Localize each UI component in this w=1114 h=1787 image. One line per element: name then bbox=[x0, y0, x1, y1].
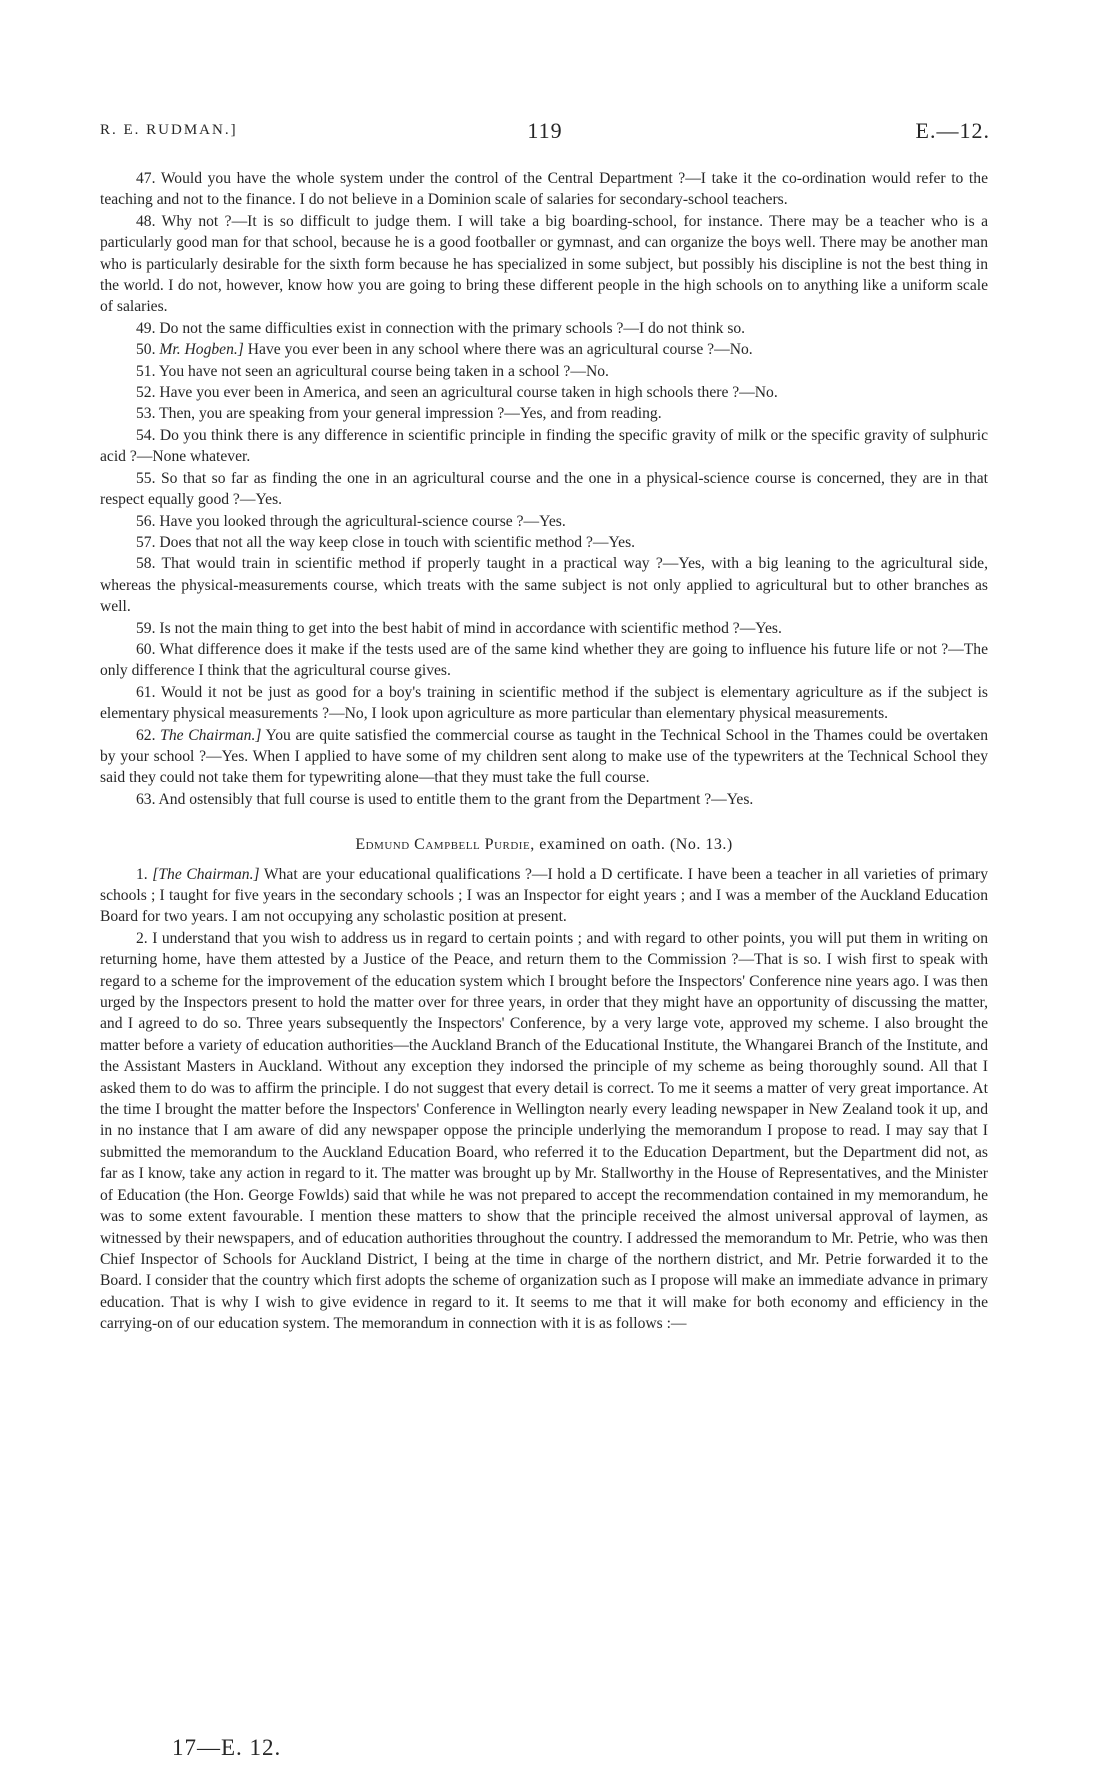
question-paragraph bbox=[100, 425, 988, 468]
question-text: That would train in scientific method if properly taught in a practical way ?—Yes, with a big leaning to the agricultural side, whereas the physical-measurements course, which treats with the same subject is not only applied to agricultural but to other branches as well. bbox=[100, 555, 988, 616]
question-text: Have you ever been in any school where there was an agricultural course ?—No. bbox=[247, 341, 753, 359]
witness-heading bbox=[100, 834, 988, 855]
question-number: 49. bbox=[136, 319, 156, 337]
question-paragraph bbox=[100, 403, 988, 424]
question-paragraph bbox=[100, 511, 988, 532]
question-number: 51. bbox=[136, 362, 156, 380]
question-paragraph bbox=[100, 639, 988, 682]
question-text: You are quite satisfied the commercial course as taught in the Technical School in the Thames could be overtaken by your school ?—Yes. When I applied to have some of my children sent along to make use of the typewriters at the Technical School they said they could not take them for typewriting alone—that they must take the full course. bbox=[100, 726, 988, 787]
question-paragraph bbox=[100, 532, 988, 553]
question-number: 50. bbox=[136, 341, 156, 359]
question-number: 47. bbox=[136, 170, 156, 187]
page-number: 119 bbox=[527, 118, 563, 143]
examination-block-2 bbox=[100, 864, 988, 1335]
question-paragraph bbox=[100, 553, 988, 617]
question-number: 59. bbox=[136, 619, 156, 637]
question-number: 62. bbox=[136, 726, 156, 744]
question-paragraph bbox=[100, 789, 988, 810]
speaker-name: [The Chairman.] bbox=[152, 865, 260, 883]
question-number: 54. bbox=[136, 426, 156, 444]
question-paragraph bbox=[100, 618, 988, 639]
question-text: Why not ?—It is so difficult to judge them. I will take a big boarding-school, for instance. There may be a teacher who is a particularly good man for that school, because he is a good footballer or gymnast, and can organize the boys well. There may be another man who is particularly desirable for the sixth form because he has specialized in some subject, but possibly his discipline is not the best thing in the world. I do not, however, know how you are going to bring these different people in the high schools on to anything like a uniform scale of salaries. bbox=[100, 212, 988, 316]
question-number: 58. bbox=[136, 555, 156, 573]
question-text: Have you looked through the agricultural-science course ?—Yes. bbox=[159, 512, 566, 530]
question-paragraph bbox=[100, 168, 988, 211]
speaker-name: Mr. Hogben.] bbox=[159, 341, 244, 359]
question-text: So that so far as finding the one in an agricultural course and the one in a physical-science course is concerned, they are in that respect equally good ?—Yes. bbox=[100, 469, 988, 509]
witness-number: (No. 13.) bbox=[669, 836, 733, 854]
examination-block-1 bbox=[100, 168, 988, 810]
question-text: Would it not be just as good for a boy's training in scientific method if the subject is elementary agriculture as if the subject is elementary physical measurements ?—No, I look upon agriculture as more particular than elementary physical measurements. bbox=[100, 683, 988, 723]
question-number: 61. bbox=[136, 683, 156, 701]
question-text: Then, you are speaking from your general impression ?—Yes, and from reading. bbox=[159, 405, 662, 423]
page-header bbox=[100, 118, 990, 148]
question-number: 63. bbox=[136, 790, 156, 808]
question-number: 56. bbox=[136, 512, 156, 530]
question-text: Would you have the whole system under the control of the Central Department ?—I take it the co-ordination would refer to the teaching and not to the finance. I do not believe in a Dominion scale of salaries for secondary-school teachers. bbox=[100, 170, 988, 209]
witness-name: Edmund Campbell Purdie bbox=[355, 836, 531, 854]
question-paragraph bbox=[100, 725, 988, 789]
question-number: 53. bbox=[136, 405, 156, 423]
question-paragraph bbox=[100, 682, 988, 725]
question-paragraph bbox=[100, 339, 988, 360]
question-text: I understand that you wish to address us in regard to certain points ; and with regard to other points, you will put them in writing on returning home, have them attested by a Justice of the Peace, and return them to the Commission ?—That is so. I wish first to speak with regard to a scheme for the improvement of the education system which I brought before the Inspectors' Conference nine years ago. I was then urged by the Inspectors present to hold the matter over for three years, in order that they might have an opportunity of discussing the matter, and I agreed to do so. Three years subsequently the Inspectors' Conference, by a very large vote, approved my scheme. I also brought the matter before a variety of education authorities—the Auckland Branch of the Educational Institute, the Whangarei Branch of the Institute, and the Assistant Masters in Auckland. Without any exception they indorsed the principle of my scheme as being thoroughly sound. All that I asked them to do was to affirm the principle. I do not suggest that every detail is correct. To me it seems a matter of very great importance. At the time I brought the matter before the Inspectors' Conference in Wellington nearly every leading newspaper in New Zealand took it up, and in no instance that I am aware of did any newspaper oppose the principle underlying the memorandum I propose to read. I may say that I submitted the memorandum to the Auckland Education Board, who referred it to the Education Department, but the Department did not, as far as I know, take any action in regard to it. The matter was brought up by Mr. Stallworthy in the House of Representatives, and the Minister of Education (the Hon. George Fowlds) said that while he was not prepared to accept the recommendation contained in my memorandum, he was to some extent favourable. I mention these matters to show that the principle received the almost universal approval of laymen, as witnessed by their newspapers, and of education authorities throughout the country. I addressed the memorandum to Mr. Petrie, who was then Chief Inspector of Schools for Auckland District, I being at the time in charge of the northern district, and Mr. Petrie forwarded it to the Board. I consider that the country which first adopts the scheme of organization such as I propose will make an immediate advance in primary education. That is why I wish to give evidence in regard to it. It seems to me that it will make for both economy and efficiency in the carrying-on of our education system. The memorandum in connection with it is as follows :— bbox=[100, 929, 988, 1333]
question-paragraph bbox=[100, 928, 988, 1335]
signature-mark: 17—E. 12. bbox=[172, 1735, 282, 1760]
question-number: 1. bbox=[136, 865, 148, 883]
question-number: 52. bbox=[136, 384, 156, 402]
question-paragraph bbox=[100, 318, 988, 339]
question-text: Have you ever been in America, and seen an agricultural course taken in high schools there ?—No. bbox=[159, 384, 778, 402]
question-number: 48. bbox=[136, 212, 156, 230]
question-text: And ostensibly that full course is used to entitle them to the grant from the Department ?—Yes. bbox=[158, 790, 754, 808]
question-number: 60. bbox=[136, 640, 156, 658]
question-text: Do you think there is any difference in scientific principle in finding the specific gravity of milk or the specific gravity of sulphuric acid ?—None whatever. bbox=[100, 426, 988, 466]
witness-heading-rest: , examined on oath. bbox=[530, 836, 666, 854]
header-witness-name: R. E. RUDMAN.] bbox=[100, 122, 238, 138]
question-text: You have not seen an agricultural course being taken in a school ?—No. bbox=[158, 362, 609, 380]
paper-reference: E.—12. bbox=[915, 118, 990, 143]
question-paragraph bbox=[100, 468, 988, 511]
question-text: Is not the main thing to get into the best habit of mind in accordance with scientific method ?—Yes. bbox=[159, 619, 782, 637]
page-body bbox=[100, 168, 988, 1335]
question-text: What difference does it make if the tests used are of the same kind whether they are going to influence his future life or not ?—The only difference I think that the agricultural course gives. bbox=[100, 640, 988, 680]
question-number: 57. bbox=[136, 533, 156, 551]
question-text: Does that not all the way keep close in touch with scientific method ?—Yes. bbox=[159, 533, 636, 551]
question-paragraph bbox=[100, 361, 988, 382]
question-paragraph bbox=[100, 211, 988, 318]
question-text: What are your educational qualifications ?—I hold a D certificate. I have been a teacher in all varieties of primary schools ; I taught for five years in the secondary schools ; I was an Inspector for eight years ; and I was a member of the Auckland Education Board for two years. I am not occupying any scholastic position at present. bbox=[100, 865, 988, 926]
question-paragraph bbox=[100, 864, 988, 928]
question-text: Do not the same difficulties exist in connection with the primary schools ?—I do not think so. bbox=[159, 319, 746, 337]
question-paragraph bbox=[100, 382, 988, 403]
question-number: 2. bbox=[136, 929, 148, 947]
speaker-name: The Chairman.] bbox=[160, 726, 262, 744]
question-number: 55. bbox=[136, 469, 156, 487]
